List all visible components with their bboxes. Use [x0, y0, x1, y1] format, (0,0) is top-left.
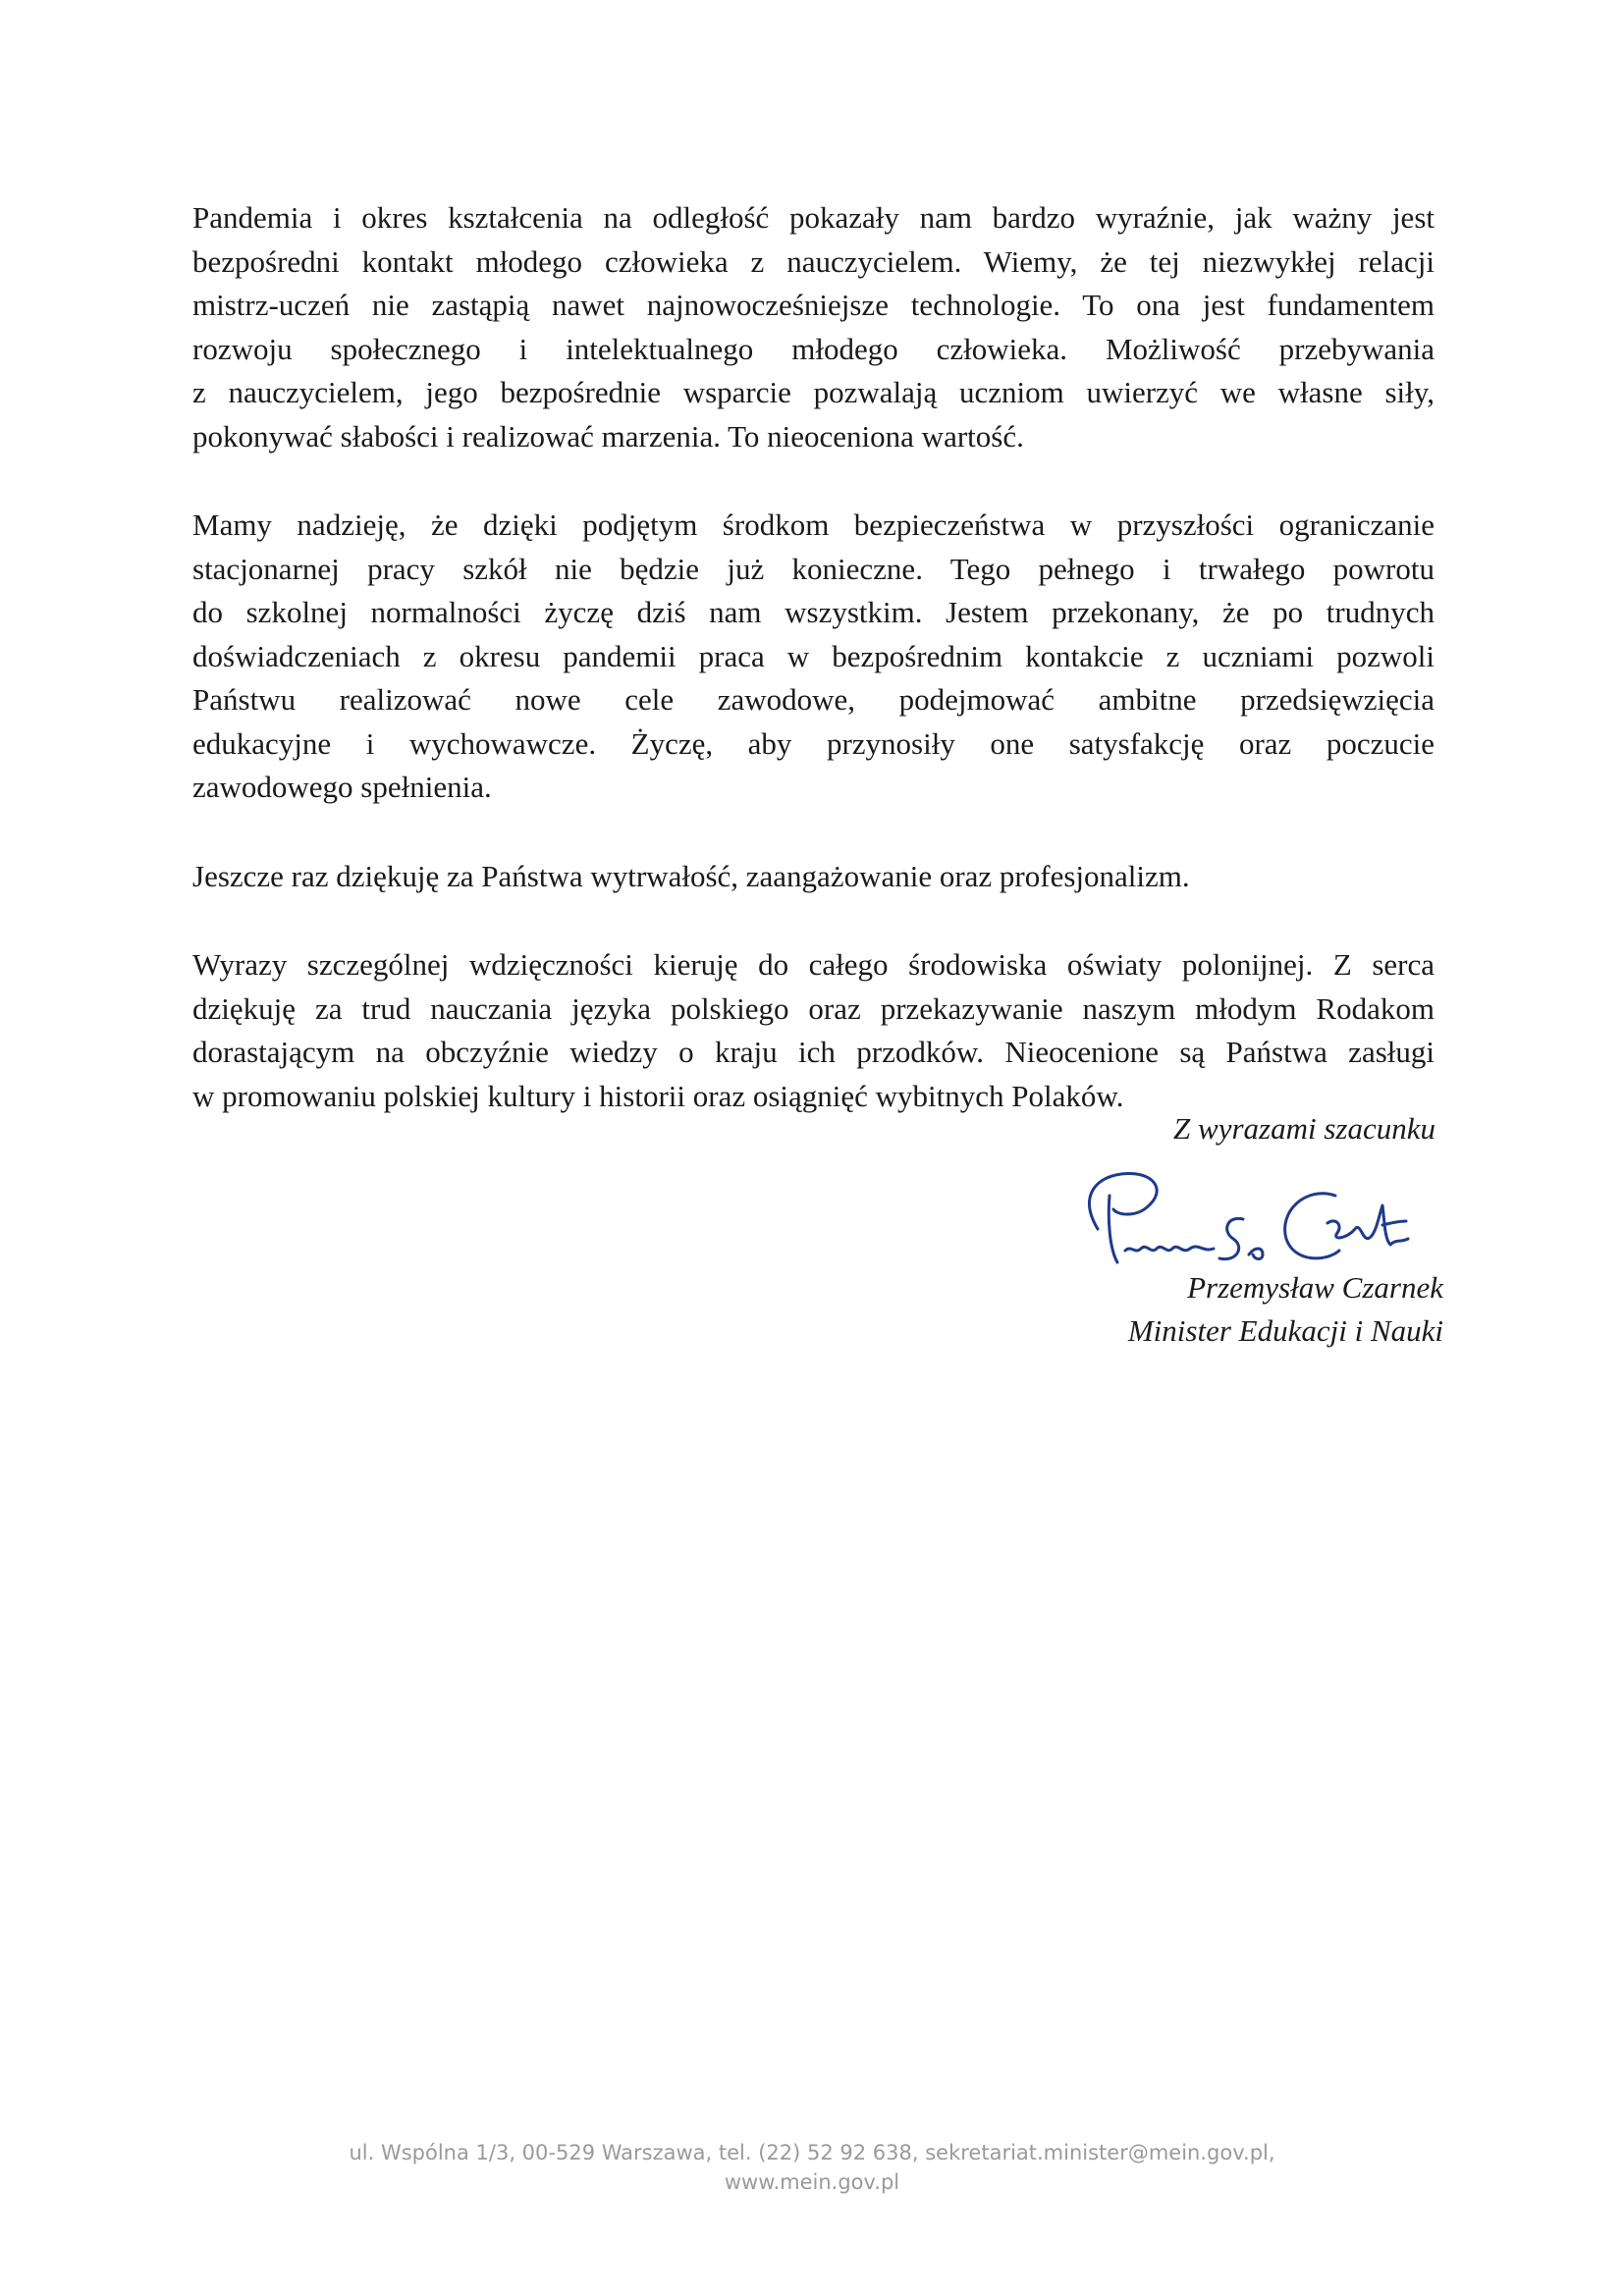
- letter-paragraph-2: [192, 504, 1435, 810]
- footer-website: www.mein.gov.pl: [724, 2170, 900, 2194]
- paragraph-line: Mamy nadzieję, że dzięki podjętym środkom bezpieczeństwa w przyszłości ograniczanie: [192, 507, 1435, 542]
- paragraph-line: do szkolnej normalności życzę dziś nam wszystkim. Jestem przekonany, że po trudnych: [192, 595, 1435, 629]
- handwritten-signature: [1070, 1160, 1443, 1278]
- paragraph-line: w promowaniu polskiej kultury i historii oraz osiągnięć wybitnych Polaków.: [192, 1078, 1124, 1113]
- closing-salutation: Z wyrazami szacunku: [1173, 1111, 1435, 1146]
- paragraph-line: stacjonarnej pracy szkół nie będzie już konieczne. Tego pełnego i trwałego powrotu: [192, 551, 1435, 586]
- paragraph-line: Państwu realizować nowe cele zawodowe, podejmować ambitne przedsięwzięcia: [192, 682, 1435, 717]
- paragraph-line: dziękuję za trud nauczania języka polskiego oraz przekazywanie naszym młodym Rodakom: [192, 990, 1435, 1026]
- paragraph-line: Jeszcze raz dziękuję za Państwa wytrwałość, zaangażowanie oraz profesjonalizm.: [192, 858, 1190, 893]
- letter-paragraph-3: [192, 855, 1435, 899]
- paragraph-line: edukacyjne i wychowawcze. Życzę, aby przynosiły one satysfakcję oraz poczucie: [192, 725, 1435, 761]
- paragraph-line: zawodowego spełnienia.: [192, 770, 492, 804]
- paragraph-line: bezpośredni kontakt młodego człowieka z nauczycielem. Wiemy, że tej niezwykłej relacji: [192, 243, 1435, 279]
- signer-block: [1021, 1266, 1443, 1353]
- letter-paragraph-4: [192, 943, 1435, 1118]
- footer-address: ul. Wspólna 1/3, 00-529 Warszawa, tel. (22) 52 92 638, sekretariat.minister@mein.gov.pl,: [349, 2141, 1275, 2164]
- letter-paragraph-1: [192, 196, 1435, 458]
- paragraph-line: rozwoju społecznego i intelektualnego młodego człowieka. Możliwość przebywania: [192, 331, 1435, 366]
- paragraph-line: pokonywać słabości i realizować marzenia. To nieoceniona wartość.: [192, 418, 1024, 454]
- paragraph-line: Pandemia i okres kształcenia na odległość pokazały nam bardzo wyraźnie, jak ważny jest: [192, 200, 1435, 235]
- letterhead-footer: [0, 2138, 1624, 2197]
- paragraph-line: dorastającym na obczyźnie wiedzy o kraju ich przodków. Nieocenione są Państwa zasługi: [192, 1035, 1435, 1069]
- signer-title: Minister Edukacji i Nauki: [1127, 1313, 1443, 1348]
- letter-body: [192, 196, 1435, 1163]
- paragraph-line: mistrz-uczeń nie zastąpią nawet najnowocześniejsze technologie. To ona jest fundamentem: [192, 288, 1435, 322]
- paragraph-line: Wyrazy szczególnej wdzięczności kieruję do całego środowiska oświaty polonijnej. Z serca: [192, 947, 1435, 982]
- signer-name: Przemysław Czarnek: [1187, 1270, 1443, 1305]
- paragraph-line: z nauczycielem, jego bezpośrednie wsparcie pozwalają uczniom uwierzyć we własne siły,: [192, 375, 1435, 409]
- paragraph-line: doświadczeniach z okresu pandemii praca w bezpośrednim kontakcie z uczniami pozwoli: [192, 638, 1435, 673]
